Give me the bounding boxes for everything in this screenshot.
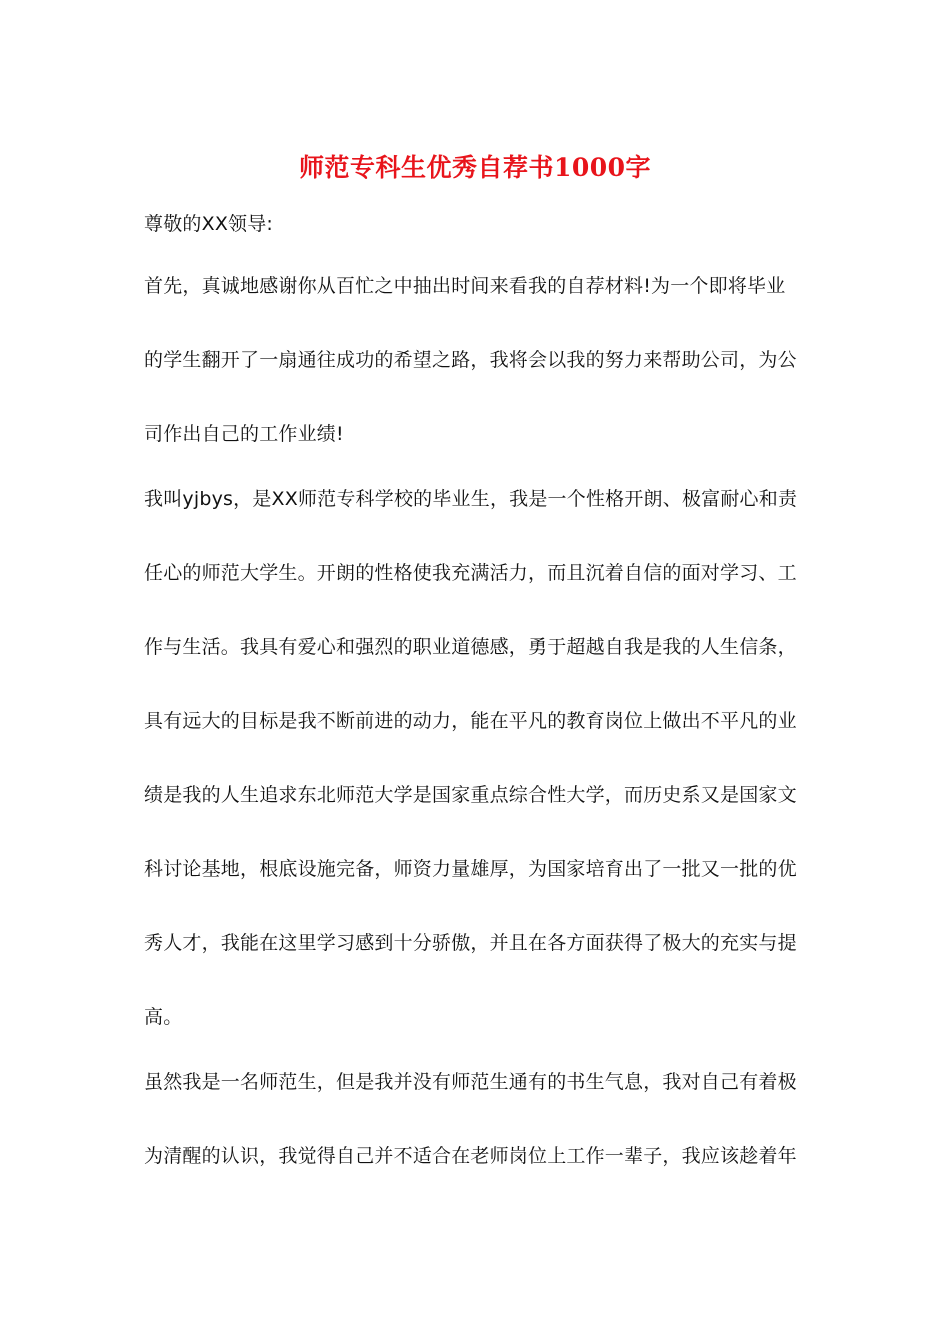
paragraph-1-line-1: 首先，真诚地感谢你从百忙之中抽出时间来看我的自荐材料!为一个即将毕业	[144, 275, 786, 297]
paragraph-3-line-1: 虽然我是一名师范生，但是我并没有师范生通有的书生气息，我对自己有着极	[144, 1071, 797, 1093]
paragraph-2-line-7: 秀人才，我能在这里学习感到十分骄傲，并且在各方面获得了极大的充实与提	[144, 932, 797, 954]
paragraph-2-line-8: 高。	[144, 1006, 183, 1028]
paragraph-3-line-2: 为清醒的认识，我觉得自己并不适合在老师岗位上工作一辈子，我应该趁着年	[144, 1145, 797, 1167]
paragraph-2-line-3: 作与生活。我具有爱心和强烈的职业道德感，勇于超越自我是我的人生信条，	[144, 636, 797, 658]
salutation: 尊敬的XX领导:	[144, 213, 274, 235]
paragraph-2-line-5: 绩是我的人生追求东北师范大学是国家重点综合性大学，而历史系又是国家文	[144, 784, 797, 806]
paragraph-2-line-4: 具有远大的目标是我不断前进的动力，能在平凡的教育岗位上做出不平凡的业	[144, 710, 797, 732]
paragraph-2-line-6: 科讨论基地，根底设施完备，师资力量雄厚，为国家培育出了一批又一批的优	[144, 858, 797, 880]
paragraph-1-line-2: 的学生翻开了一扇通往成功的希望之路，我将会以我的努力来帮助公司，为公	[144, 349, 797, 371]
paragraph-2-line-1: 我叫yjbys，是XX师范专科学校的毕业生，我是一个性格开朗、极富耐心和责	[144, 488, 798, 510]
paragraph-2-line-2: 任心的师范大学生。开朗的性格使我充满活力，而且沉着自信的面对学习、工	[144, 562, 797, 584]
paragraph-1-line-3: 司作出自己的工作业绩!	[144, 423, 344, 445]
document-title: 师范专科生优秀自荐书1000字	[298, 153, 652, 182]
